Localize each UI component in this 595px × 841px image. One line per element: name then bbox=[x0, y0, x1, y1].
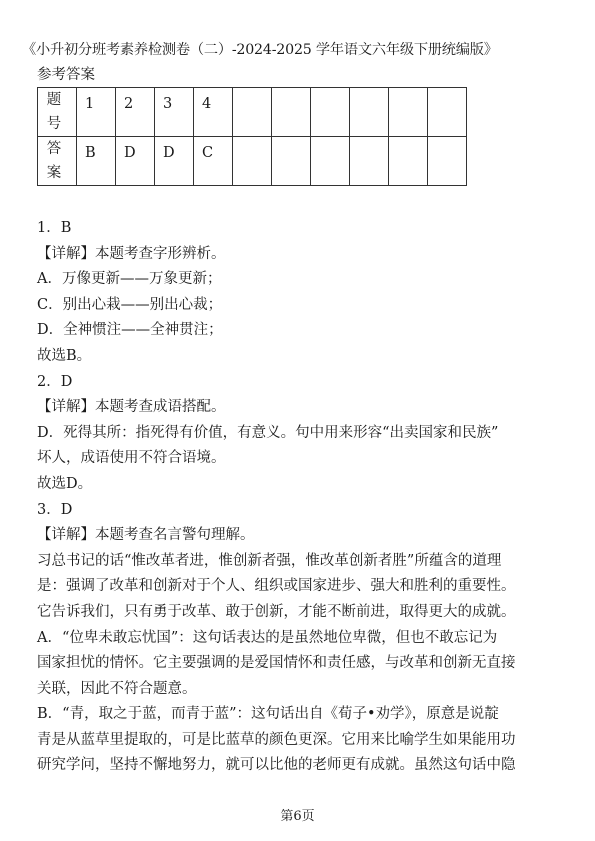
text-line: 是：强调了改革和创新对于个人、组织或国家进步、强大和胜利的重要性。 bbox=[37, 578, 516, 595]
answer-table-number-row bbox=[38, 88, 467, 137]
table-cell bbox=[389, 88, 428, 137]
text-line: 青是从蓝草里提取的，可是比蓝草的颜色更深。它用来比喻学生如果能用功 bbox=[37, 731, 516, 748]
table-cell bbox=[428, 137, 467, 186]
text-line: 坏人，成语使用不符合语境。 bbox=[37, 450, 226, 467]
table-cell: D bbox=[155, 137, 194, 186]
table-cell bbox=[272, 88, 311, 137]
document-title: 《小升初分班考素养检测卷（二）-2024-2025 学年语文六年级下册统编版》 bbox=[22, 42, 498, 58]
text-line: 【详解】本题考查字形辨析。 bbox=[37, 245, 226, 262]
text-line: 关联，因此不符合题意。 bbox=[37, 680, 197, 697]
table-cell bbox=[311, 88, 350, 137]
text-line: 习总书记的话“惟改革者进，惟创新者强，惟改革创新者胜”所蕴含的道理 bbox=[37, 552, 502, 569]
answer-explanations bbox=[37, 216, 565, 779]
answer-table bbox=[37, 87, 467, 186]
text-line: D．全神惯注——全神贯注； bbox=[37, 322, 223, 339]
text-line: A．“位卑未敢忘忧国”：这句话表达的是虽然地位卑微，但也不敢忘记为 bbox=[37, 629, 498, 646]
table-cell bbox=[233, 137, 272, 186]
text-line: 【详解】本题考查成语搭配。 bbox=[37, 399, 226, 416]
text-line: B．“青，取之于蓝，而青于蓝”：这句话出自《荀子•劝学》，原意是说靛 bbox=[37, 706, 499, 723]
text-line: A．万像更新——万象更新； bbox=[37, 271, 222, 288]
table-cell: D bbox=[116, 137, 155, 186]
table-cell: 1 bbox=[77, 88, 116, 137]
table-cell: 4 bbox=[194, 88, 233, 137]
table-header-cell: 题号 bbox=[38, 88, 77, 137]
answer-table-answer-row bbox=[38, 137, 467, 186]
table-header-cell: 答案 bbox=[38, 137, 77, 186]
text-line: 故选D。 bbox=[37, 475, 93, 492]
text-line: 它告诉我们，只有勇于改革、敢于创新，才能不断前进，取得更大的成就。 bbox=[37, 603, 516, 620]
text-line: 1．B bbox=[37, 220, 72, 236]
text-line: C．别出心栽——别出心裁； bbox=[37, 296, 223, 313]
table-cell bbox=[389, 137, 428, 186]
document-subtitle: 参考答案 bbox=[37, 67, 95, 83]
text-line: 3．D bbox=[37, 501, 73, 518]
table-cell bbox=[233, 88, 272, 137]
text-line: 【详解】本题考查名言警句理解。 bbox=[37, 527, 255, 544]
table-cell bbox=[350, 88, 389, 137]
table-cell bbox=[350, 137, 389, 186]
text-line: 故选B。 bbox=[37, 347, 92, 364]
table-cell: C bbox=[194, 137, 233, 186]
text-line: D．死得其所：指死得有价值，有意义。句中用来形容“出卖国家和民族” bbox=[37, 424, 499, 441]
table-cell: 3 bbox=[155, 88, 194, 137]
text-line: 2．D bbox=[37, 373, 73, 390]
table-cell bbox=[311, 137, 350, 186]
text-line: 研究学问，坚持不懈地努力，就可以比他的老师更有成就。虽然这句话中隐 bbox=[37, 757, 516, 774]
table-cell: 2 bbox=[116, 88, 155, 137]
page-number: 第6页 bbox=[280, 809, 315, 824]
text-line: 国家担忧的情怀。它主要强调的是爱国情怀和责任感，与改革和创新无直接 bbox=[37, 655, 516, 672]
table-cell bbox=[428, 88, 467, 137]
table-cell: B bbox=[77, 137, 116, 186]
table-cell bbox=[272, 137, 311, 186]
